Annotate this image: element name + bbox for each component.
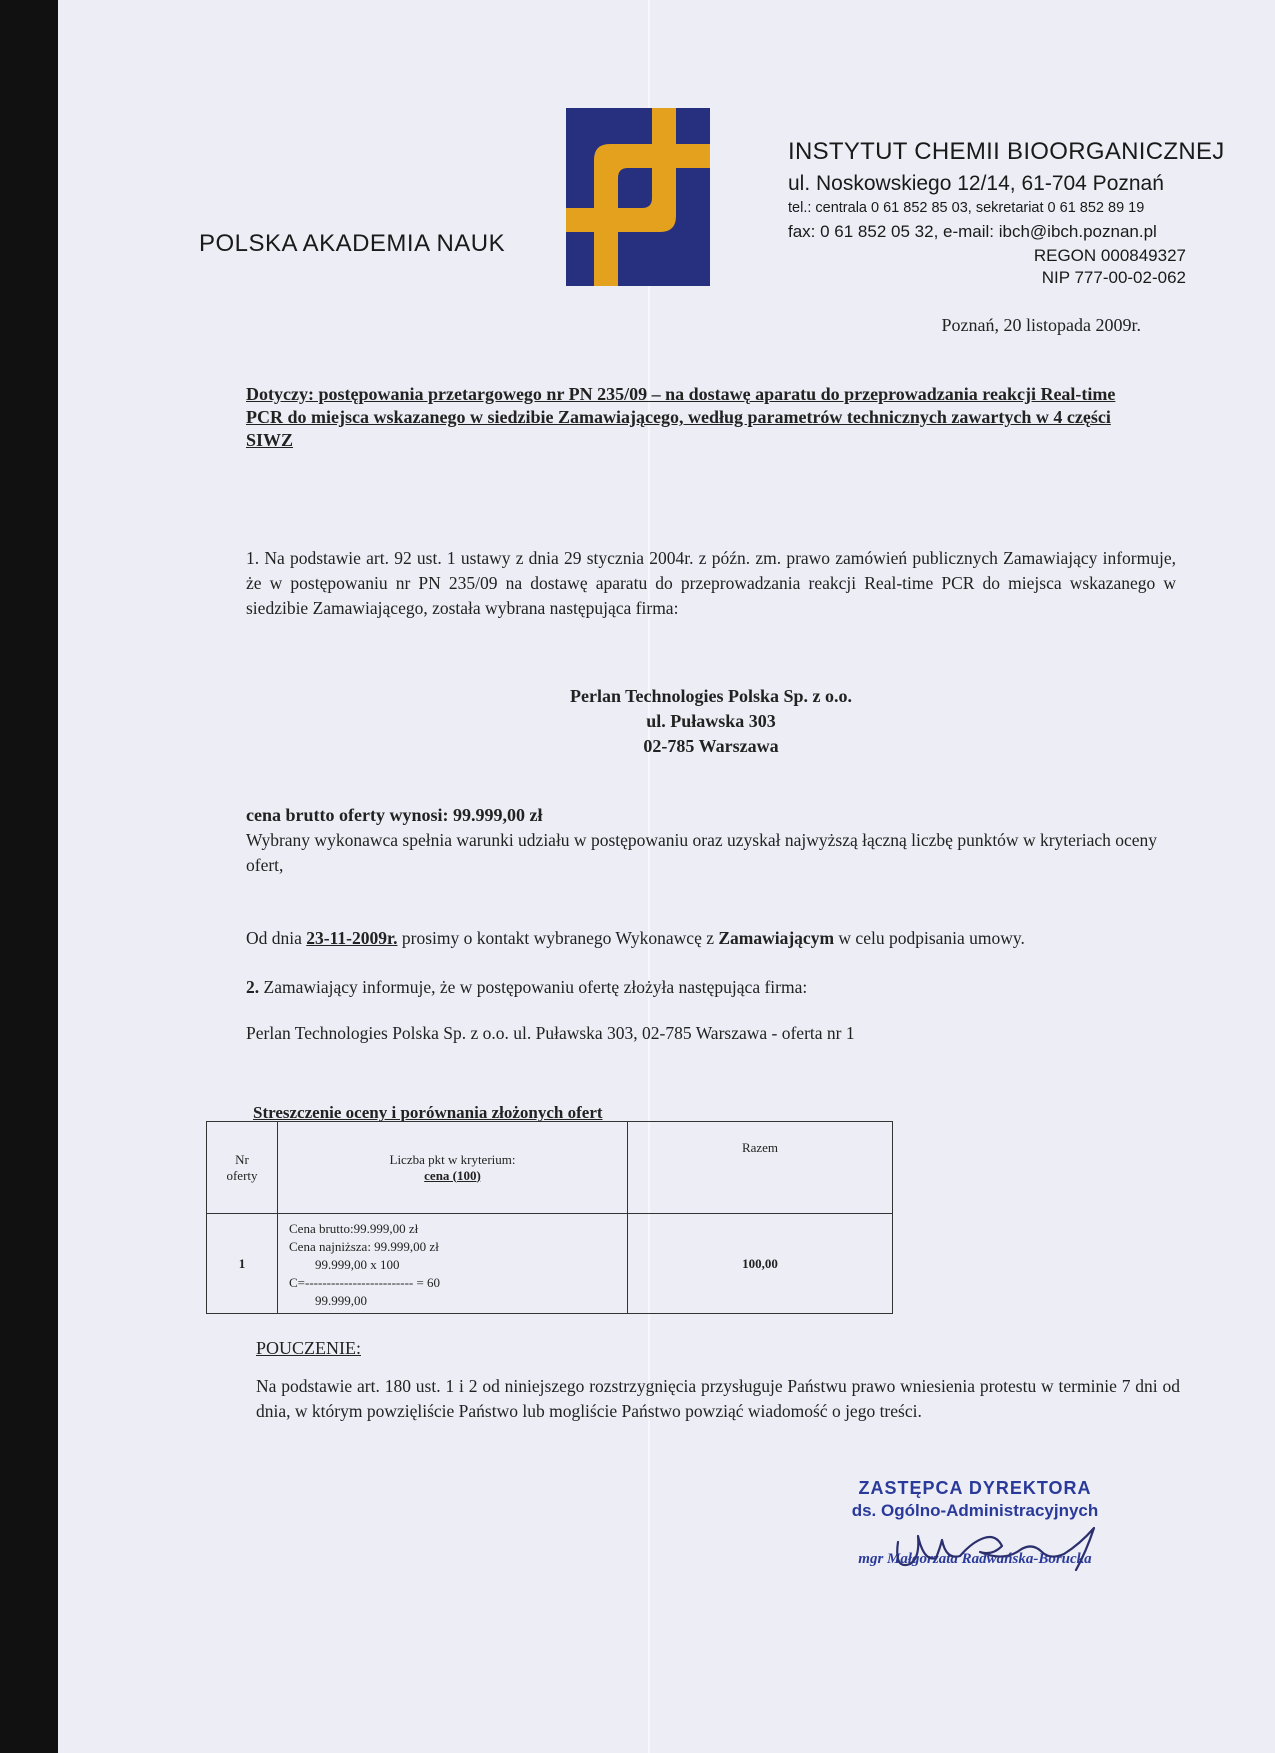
paragraph-2-text: Zamawiający informuje, że w postępowaniu ofertę złożyła następująca firma: xyxy=(259,977,808,997)
institute-nip: NIP 777-00-02-062 xyxy=(1041,268,1186,287)
header-criteria-cell xyxy=(278,1122,628,1214)
offer-line: Perlan Technologies Polska Sp. z o.o. ul. Puławska 303, 02-785 Warszawa - oferta nr 1 xyxy=(246,1023,855,1043)
paragraph-2-number: 2. xyxy=(246,977,260,997)
header-nr-line-2: oferty xyxy=(226,1167,258,1183)
paragraph-1: 1. Na podstawie art. 92 ust. 1 ustawy z dnia 29 stycznia 2004r. z późn. zm. prawo zamówień publicznych Zamawiający informuje, że w postępowaniu nr PN 235/09 na dostawę aparatu do przeprowadzania reakcji Real-time PCR do miejsca wskazanego w siedzibie Zamawiającego, została wybrana następująca firma: xyxy=(246,548,1176,618)
institute-name: INSTYTUT CHEMII BIOORGANICZNEJ xyxy=(788,138,1225,165)
institute-address: ul. Noskowskiego 12/14, 61-704 Poznań xyxy=(788,172,1164,195)
contact-mid: prosimy o kontakt wybranego Wykonawcę z xyxy=(397,928,719,948)
contact-date: 23-11-2009r. xyxy=(306,928,398,948)
paragraph-2 xyxy=(246,977,807,998)
contact-line xyxy=(246,928,1206,949)
selected-firm-block xyxy=(246,684,1176,759)
institute-logo-icon xyxy=(566,108,710,286)
firm-street: ul. Puławska 303 xyxy=(646,711,776,731)
stamp-title: ZASTĘPCA DYREKTORA xyxy=(858,1478,1092,1498)
calc-line-3: 99.999,00 x 100 xyxy=(315,1256,400,1272)
header-criteria: Liczba pkt w kryterium: xyxy=(389,1151,516,1167)
table-header-row xyxy=(207,1122,893,1214)
row-total: 100,00 xyxy=(628,1214,893,1314)
row-nr: 1 xyxy=(207,1214,278,1314)
calc-line-1: Cena brutto:99.999,00 zł xyxy=(289,1220,419,1236)
paragraph-3: Na podstawie art. 180 ust. 1 i 2 od niniejszego rozstrzygnięcia przysługuje Państwu prawo wniesienia protestu w terminie 7 dni od dnia, w którym powzięliście Państwo lub mogliście Państwo powziąć wiadomość o jego treści. xyxy=(256,1376,1180,1421)
institute-phones: tel.: centrala 0 61 852 85 03, sekretariat 0 61 852 89 19 xyxy=(788,200,1145,216)
stamp-name: mgr Małgorzata Radwańska-Borucka xyxy=(858,1551,1092,1567)
academy-name: POLSKA AKADEMIA NAUK xyxy=(199,230,506,257)
institute-fax-email: fax: 0 61 852 05 32, e-mail: ibch@ibch.poznan.pl xyxy=(788,222,1157,241)
winner-text: Wybrany wykonawca spełnia warunki udziału w postępowaniu oraz uzyskał najwyższą łączną liczbę punktów w kryteriach oceny ofert, xyxy=(246,830,1158,875)
row-calc-cell xyxy=(278,1214,628,1314)
date-line: Poznań, 20 listopada 2009r. xyxy=(941,315,1141,335)
header-nr-line-1: Nr xyxy=(235,1151,249,1167)
signature-icon xyxy=(880,1512,1120,1582)
contact-pre: Od dnia xyxy=(246,928,307,948)
institute-regon: REGON 000849327 xyxy=(1033,246,1186,265)
header-nr-cell xyxy=(207,1122,278,1214)
table-title: Streszczenie oceny i porównania złożonych ofert xyxy=(253,1103,603,1122)
pouczenie-heading: POUCZENIE: xyxy=(256,1338,361,1358)
header-criteria-sub: cena (100) xyxy=(424,1167,481,1183)
firm-name: Perlan Technologies Polska Sp. z o.o. xyxy=(569,686,853,706)
subject-line: Dotyczy: postępowania przetargowego nr PN 235/09 – na dostawę aparatu do przeprowadzania reakcji Real-time PCR do miejsca wskazanego w siedzibie Zamawiającego, według parametrów technicznych zawartych w 4 części SIWZ xyxy=(246,384,1116,450)
calc-line-5: 99.999,00 xyxy=(315,1292,367,1308)
header-total-cell: Razem xyxy=(628,1122,893,1214)
calc-line-4: C=------------------------- = 60 xyxy=(289,1274,441,1290)
price-line: cena brutto oferty wynosi: 99.999,00 zł xyxy=(246,805,543,825)
evaluation-table xyxy=(206,1121,893,1314)
calc-line-2: Cena najniższa: 99.999,00 zł xyxy=(289,1238,439,1254)
stamp-subtitle: ds. Ogólno-Administracyjnych xyxy=(851,1501,1099,1520)
contact-party: Zamawiającym xyxy=(718,928,835,948)
contact-post: w celu podpisania umowy. xyxy=(834,928,1025,948)
table-row xyxy=(207,1214,893,1314)
scan-edge xyxy=(0,0,58,1753)
firm-city: 02-785 Warszawa xyxy=(643,736,779,756)
